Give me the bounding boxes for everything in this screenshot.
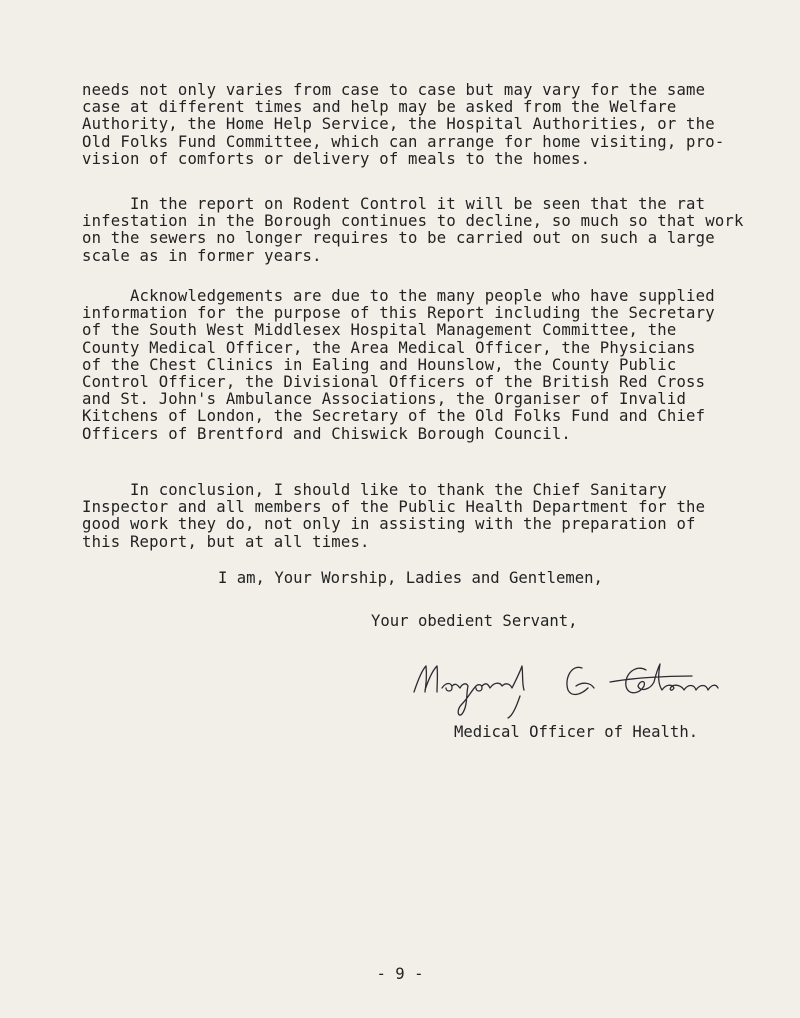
text-line: on the sewers no longer requires to be carried out on such a large — [82, 229, 715, 248]
salutation: I am, Your Worship, Ladies and Gentlemen, — [218, 569, 603, 587]
text-line: In conclusion, I should like to thank the Chief Sanitary — [82, 481, 667, 499]
text-line: and St. John's Ambulance Associations, the Organiser of Invalid — [82, 390, 687, 409]
paragraph-4 — [82, 482, 782, 551]
paragraph-3 — [82, 288, 782, 443]
text-line: vision of comforts or delivery of meals to the homes. — [82, 149, 591, 168]
text-line: County Medical Officer, the Area Medical Officer, the Physicians — [82, 338, 696, 357]
page-number: - 9 - — [376, 965, 424, 983]
text-line: Old Folks Fund Committee, which can arrange for home visiting, pro- — [82, 132, 725, 151]
text-line: scale as in former years. — [82, 246, 322, 265]
paragraph-2 — [82, 196, 782, 265]
text-line: Acknowledgements are due to the many people who have supplied — [82, 287, 715, 305]
text-line: In the report on Rodent Control it will be seen that the rat — [82, 195, 706, 213]
text-line: Kitchens of London, the Secretary of the Old Folks Fund and Chief — [82, 407, 706, 426]
text-line: of the South West Middlesex Hospital Management Committee, the — [82, 321, 677, 340]
handwritten-signature — [410, 652, 730, 722]
text-line: needs not only varies from case to case but may vary for the same — [82, 81, 706, 99]
text-line: information for the purpose of this Report including the Secretary — [82, 304, 715, 323]
text-line: infestation in the Borough continues to decline, so much so that work — [82, 212, 744, 231]
text-line: Officers of Brentford and Chiswick Borough Council. — [82, 424, 571, 443]
text-line: case at different times and help may be asked from the Welfare — [82, 98, 677, 117]
text-line: Inspector and all members of the Public Health Department for the — [82, 498, 706, 517]
paragraph-1 — [82, 82, 782, 168]
text-line: Control Officer, the Divisional Officers of the British Red Cross — [82, 373, 706, 392]
text-line: this Report, but at all times. — [82, 532, 370, 551]
text-line: Authority, the Home Help Service, the Hospital Authorities, or the — [82, 115, 715, 134]
valediction: Your obedient Servant, — [371, 612, 578, 630]
text-line: good work they do, not only in assisting with the preparation of — [82, 515, 696, 534]
text-line: of the Chest Clinics in Ealing and Hounslow, the County Public — [82, 355, 677, 374]
signatory-title: Medical Officer of Health. — [454, 723, 699, 741]
